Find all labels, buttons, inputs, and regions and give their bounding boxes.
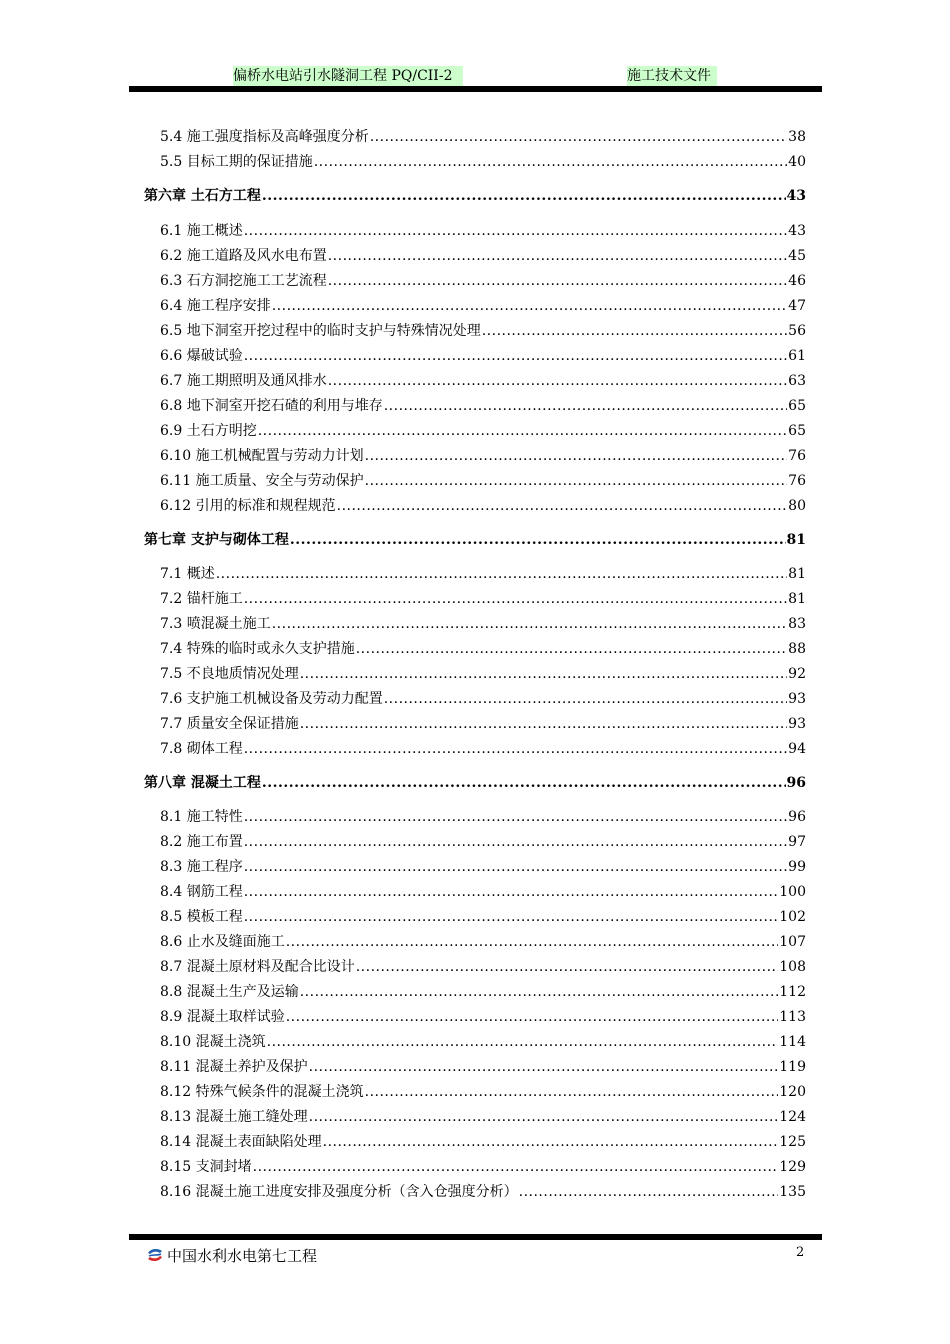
toc-leader-dots xyxy=(286,1007,779,1027)
toc-page-number: 92 xyxy=(788,666,806,682)
toc-entry-row[interactable] xyxy=(160,982,806,1002)
toc-chapter-row[interactable] xyxy=(144,773,806,793)
toc-page-number: 43 xyxy=(786,188,806,204)
toc-page-number: 83 xyxy=(788,616,806,632)
toc-page-number: 107 xyxy=(779,934,806,950)
toc-leader-dots xyxy=(323,1132,779,1152)
toc-title: 6.6 爆破试验 xyxy=(160,348,243,364)
toc-leader-dots xyxy=(244,882,779,902)
toc-leader-dots xyxy=(300,664,787,684)
toc-title: 8.3 施工程序 xyxy=(160,859,243,875)
toc-entry-row[interactable] xyxy=(160,807,806,827)
toc-page-number: 38 xyxy=(788,129,806,145)
toc-entry-row[interactable] xyxy=(160,614,806,634)
toc-title: 8.4 钢筋工程 xyxy=(160,884,243,900)
toc-page-number: 65 xyxy=(788,398,806,414)
toc-entry-row[interactable] xyxy=(160,564,806,584)
toc-chapter-row[interactable] xyxy=(144,530,806,550)
footer-organization xyxy=(145,1244,317,1266)
toc-page-number: 88 xyxy=(788,641,806,657)
toc-title: 8.7 混凝土原材料及配合比设计 xyxy=(160,959,355,975)
toc-leader-dots xyxy=(384,396,787,416)
toc-page-number: 120 xyxy=(779,1084,806,1100)
toc-leader-dots xyxy=(253,1157,779,1177)
toc-leader-dots xyxy=(482,321,787,341)
toc-title: 5.5 目标工期的保证措施 xyxy=(160,154,313,170)
toc-page-number: 45 xyxy=(788,248,806,264)
toc-title: 6.5 地下洞室开挖过程中的临时支护与特殊情况处理 xyxy=(160,323,481,339)
toc-page-number: 94 xyxy=(788,741,806,757)
toc-title: 8.10 混凝土浇筑 xyxy=(160,1034,266,1050)
toc-title: 8.11 混凝土养护及保护 xyxy=(160,1059,308,1075)
toc-title: 8.14 混凝土表面缺陷处理 xyxy=(160,1134,322,1150)
toc-leader-dots xyxy=(272,614,787,634)
toc-title: 5.4 施工强度指标及高峰强度分析 xyxy=(160,129,369,145)
toc-entry-row[interactable] xyxy=(160,1032,806,1052)
toc-entry-row[interactable] xyxy=(160,664,806,684)
toc-entry-row[interactable] xyxy=(160,296,806,316)
toc-entry-row[interactable] xyxy=(160,882,806,902)
toc-entry-row[interactable] xyxy=(160,152,806,172)
toc-page-number: 81 xyxy=(786,532,806,548)
toc-entry-row[interactable] xyxy=(160,1007,806,1027)
toc-leader-dots xyxy=(244,346,787,366)
toc-page-number: 125 xyxy=(779,1134,806,1150)
toc-entry-row[interactable] xyxy=(160,221,806,241)
toc-title: 8.15 支洞封堵 xyxy=(160,1159,252,1175)
toc-title: 7.6 支护施工机械设备及劳动力配置 xyxy=(160,691,383,707)
toc-page-number: 63 xyxy=(788,373,806,389)
toc-entry-row[interactable] xyxy=(160,471,806,491)
toc-entry-row[interactable] xyxy=(160,496,806,516)
toc-page-number: 40 xyxy=(788,154,806,170)
toc-page-number: 124 xyxy=(779,1109,806,1125)
header-project-title: 偏桥水电站引水隧洞工程 PQ/CII-2 xyxy=(233,66,463,86)
toc-page-number: 96 xyxy=(788,809,806,825)
toc-page-number: 93 xyxy=(788,691,806,707)
toc-title: 7.2 锚杆施工 xyxy=(160,591,243,607)
toc-page-number: 93 xyxy=(788,716,806,732)
toc-leader-dots xyxy=(328,271,787,291)
toc-leader-dots xyxy=(300,982,779,1002)
toc-entry-row[interactable] xyxy=(160,371,806,391)
toc-page-number: 129 xyxy=(779,1159,806,1175)
toc-leader-dots xyxy=(356,639,787,659)
toc-page-number: 97 xyxy=(788,834,806,850)
toc-leader-dots xyxy=(384,689,787,709)
toc-leader-dots xyxy=(244,221,787,241)
toc-title: 8.13 混凝土施工缝处理 xyxy=(160,1109,308,1125)
toc-entry-row[interactable] xyxy=(160,589,806,609)
toc-entry-row[interactable] xyxy=(160,396,806,416)
sinohydro-logo-icon xyxy=(145,1245,165,1265)
toc-page-number: 43 xyxy=(788,223,806,239)
toc-entry-row[interactable] xyxy=(160,346,806,366)
toc-entry-row[interactable] xyxy=(160,739,806,759)
toc-leader-dots xyxy=(519,1182,779,1202)
toc-entry-row[interactable] xyxy=(160,446,806,466)
toc-leader-dots xyxy=(356,957,779,977)
footer-rule xyxy=(129,1234,822,1240)
toc-title: 第六章 土石方工程 xyxy=(144,188,261,204)
toc-leader-dots xyxy=(309,1107,779,1127)
toc-entry-row[interactable] xyxy=(160,714,806,734)
toc-title: 第八章 混凝土工程 xyxy=(144,775,261,791)
toc-entry-row[interactable] xyxy=(160,1182,806,1202)
toc-title: 6.7 施工期照明及通风排水 xyxy=(160,373,327,389)
toc-page-number: 96 xyxy=(786,775,806,791)
toc-title: 6.4 施工程序安排 xyxy=(160,298,271,314)
header-rule xyxy=(129,86,822,92)
toc-leader-dots xyxy=(267,1032,779,1052)
toc-leader-dots xyxy=(244,807,787,827)
toc-title: 6.1 施工概述 xyxy=(160,223,243,239)
toc-leader-dots xyxy=(314,152,787,172)
toc-title: 6.12 引用的标准和规程规范 xyxy=(160,498,336,514)
toc-page-number: 76 xyxy=(788,448,806,464)
toc-title: 6.8 地下洞室开挖石碴的利用与堆存 xyxy=(160,398,383,414)
toc-entry-row[interactable] xyxy=(160,689,806,709)
toc-page-number: 81 xyxy=(788,566,806,582)
toc-page-number: 99 xyxy=(788,859,806,875)
toc-leader-dots xyxy=(365,446,788,466)
toc-title: 8.6 止水及缝面施工 xyxy=(160,934,285,950)
toc-entry-row[interactable] xyxy=(160,127,806,147)
toc-leader-dots xyxy=(262,186,786,206)
toc-title: 8.5 模板工程 xyxy=(160,909,243,925)
toc-entry-row[interactable] xyxy=(160,957,806,977)
toc-page-number: 102 xyxy=(779,909,806,925)
toc-title: 7.3 喷混凝土施工 xyxy=(160,616,271,632)
toc-entry-row[interactable] xyxy=(160,639,806,659)
page-number: 2 xyxy=(796,1245,805,1260)
toc-page-number: 108 xyxy=(779,959,806,975)
toc-page-number: 76 xyxy=(788,473,806,489)
toc-entry-row[interactable] xyxy=(160,857,806,877)
toc-title: 8.8 混凝土生产及运输 xyxy=(160,984,299,1000)
toc-entry-row[interactable] xyxy=(160,1157,806,1177)
toc-page-number: 65 xyxy=(788,423,806,439)
toc-page-number: 100 xyxy=(779,884,806,900)
toc-entry-row[interactable] xyxy=(160,907,806,927)
toc-entry-row[interactable] xyxy=(160,1132,806,1152)
toc-page-number: 114 xyxy=(779,1034,806,1050)
toc-leader-dots xyxy=(216,564,787,584)
toc-entry-row[interactable] xyxy=(160,1057,806,1077)
toc-page-number: 80 xyxy=(788,498,806,514)
toc-entry-row[interactable] xyxy=(160,321,806,341)
toc-leader-dots xyxy=(365,1082,779,1102)
toc-entry-row[interactable] xyxy=(160,246,806,266)
toc-title: 8.2 施工布置 xyxy=(160,834,243,850)
toc-leader-dots xyxy=(365,471,788,491)
toc-title: 7.1 概述 xyxy=(160,566,215,582)
toc-page-number: 47 xyxy=(788,298,806,314)
toc-leader-dots xyxy=(244,739,787,759)
toc-title: 7.8 砌体工程 xyxy=(160,741,243,757)
toc-page-number: 119 xyxy=(779,1059,806,1075)
toc-page-number: 61 xyxy=(788,348,806,364)
toc-title: 7.7 质量安全保证措施 xyxy=(160,716,299,732)
toc-entry-row[interactable] xyxy=(160,832,806,852)
toc-leader-dots xyxy=(244,907,779,927)
toc-page-number: 81 xyxy=(788,591,806,607)
toc-leader-dots xyxy=(286,932,779,952)
toc-title: 8.12 特殊气候条件的混凝土浇筑 xyxy=(160,1084,364,1100)
toc-page-number: 113 xyxy=(779,1009,806,1025)
toc-entry-row[interactable] xyxy=(160,1082,806,1102)
toc-leader-dots xyxy=(272,296,787,316)
toc-page-number: 135 xyxy=(779,1184,806,1200)
toc-leader-dots xyxy=(337,496,788,516)
toc-leader-dots xyxy=(328,246,787,266)
toc-title: 6.11 施工质量、安全与劳动保护 xyxy=(160,473,364,489)
toc-leader-dots xyxy=(244,832,787,852)
toc-chapter-row[interactable] xyxy=(144,186,806,206)
toc-leader-dots xyxy=(290,530,786,550)
toc-leader-dots xyxy=(258,421,787,441)
toc-page-number: 46 xyxy=(788,273,806,289)
toc-page-number: 112 xyxy=(779,984,806,1000)
toc-title: 6.2 施工道路及风水电布置 xyxy=(160,248,327,264)
toc-entry-row[interactable] xyxy=(160,1107,806,1127)
toc-title: 第七章 支护与砌体工程 xyxy=(144,532,289,548)
toc-title: 6.9 土石方明挖 xyxy=(160,423,257,439)
toc-title: 8.16 混凝土施工进度安排及强度分析（含入仓强度分析） xyxy=(160,1184,518,1200)
toc-leader-dots xyxy=(370,127,787,147)
toc-leader-dots xyxy=(300,714,787,734)
toc-entry-row[interactable] xyxy=(160,421,806,441)
toc-leader-dots xyxy=(244,589,787,609)
toc-entry-row[interactable] xyxy=(160,271,806,291)
toc-title: 7.4 特殊的临时或永久支护措施 xyxy=(160,641,355,657)
toc-leader-dots xyxy=(262,773,786,793)
footer-organization-name: 中国水利水电第七工程 xyxy=(167,1246,318,1265)
toc-title: 6.3 石方洞挖施工工艺流程 xyxy=(160,273,327,289)
toc-title: 6.10 施工机械配置与劳动力计划 xyxy=(160,448,364,464)
toc-page-number: 56 xyxy=(788,323,806,339)
toc-entry-row[interactable] xyxy=(160,932,806,952)
toc-title: 8.9 混凝土取样试验 xyxy=(160,1009,285,1025)
toc-leader-dots xyxy=(244,857,787,877)
toc-leader-dots xyxy=(328,371,787,391)
toc-title: 8.1 施工特性 xyxy=(160,809,243,825)
toc-leader-dots xyxy=(309,1057,779,1077)
toc-title: 7.5 不良地质情况处理 xyxy=(160,666,299,682)
header-document-type: 施工技术文件 xyxy=(627,66,717,86)
